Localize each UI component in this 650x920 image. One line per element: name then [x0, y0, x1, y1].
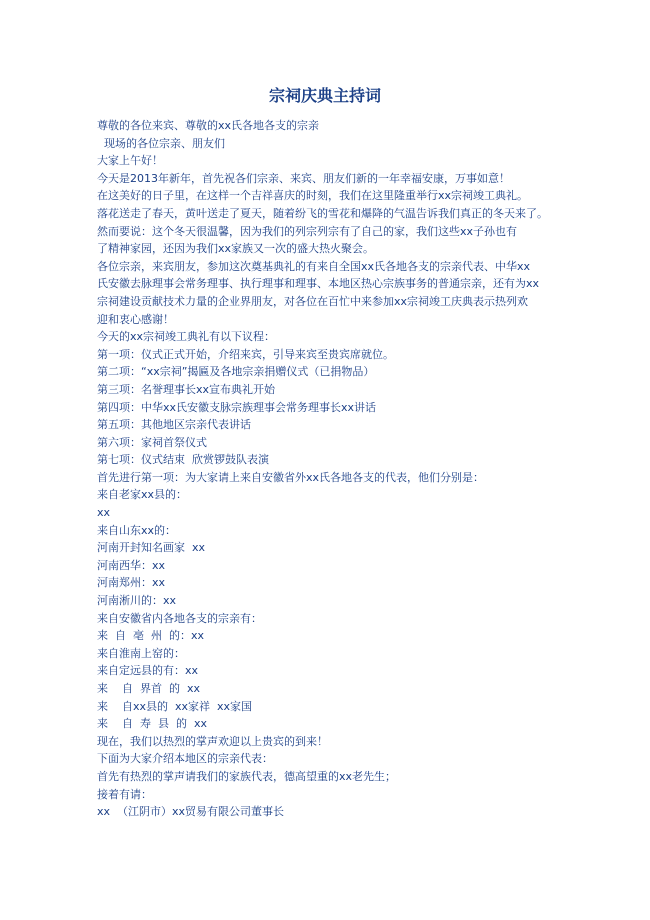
- text-line: 河南西华：xx: [97, 558, 166, 572]
- text-line: 今天是2013年新年，首先祝各们宗亲、来宾、朋友们新的一年幸福安康，万事如意！: [97, 171, 510, 185]
- document-title: 宗祠庆典主持词: [268, 86, 381, 105]
- text-line: 下面为大家介绍本地区的宗亲代表：: [97, 752, 273, 766]
- text-line: 现在，我们以热烈的掌声欢迎以上贵宾的到来！: [97, 734, 328, 748]
- text-line: 氏安徽去脉理事会常务理事、执行理事和理事、本地区热心宗族事务的普通宗亲，还有为xx: [97, 277, 540, 291]
- text-line: 来自定远县的有：xx: [97, 664, 199, 678]
- text-line: xx （江阴市）xx贸易有限公司董事长: [97, 805, 285, 819]
- text-line: 第七项：仪式结束 欣赏锣鼓队表演: [97, 453, 269, 467]
- text-line: 宗祠建设贡献技术力量的企业界朋友，对各位在百忙中来参加xx宗祠竣工庆典表示热列欢: [97, 294, 529, 308]
- text-line: 现场的各位宗亲、朋友们: [97, 136, 225, 150]
- text-line: 首先有热烈的掌声请我们的家族代表，德高望重的xx老先生；: [97, 769, 397, 783]
- text-line: 迎和衷心感谢！: [97, 312, 174, 326]
- text-line: 第一项：仪式正式开始，介绍来宾，引导来宾至贵宾席就位。: [97, 347, 394, 361]
- text-line: 大家上午好！: [97, 154, 163, 168]
- text-line: 第六项：家祠首祭仪式: [97, 435, 207, 449]
- text-line: 来 自 亳 州 的：xx: [97, 629, 204, 643]
- text-line: 来 自 寿 县 的 xx: [97, 717, 207, 731]
- text-line: 首先进行第一项：为大家请上来自安徽省外xx氏各地各支的代表，他们分别是：: [97, 470, 485, 484]
- text-line: 来 自xx县的 xx家祥 xx家国: [97, 699, 253, 713]
- text-line: 了精神家园，还因为我们xx家族又一次的盛大热火聚会。: [97, 242, 375, 256]
- text-line: 河南开封知名画家 xx: [97, 541, 206, 555]
- text-line: 来自山东xx的：: [97, 523, 177, 537]
- text-line: 各位宗亲，来宾朋友，参加这次奠基典礼的有来自全国xx氏各地各支的宗亲代表、中华xx: [97, 259, 531, 273]
- text-line: 来自安徽省内各地各支的宗亲有：: [97, 611, 262, 625]
- text-line: 第二项：“xx宗祠”揭匾及各地宗亲捐赠仪式（已捐物品）: [97, 365, 375, 379]
- text-line: 河南郑州：xx: [97, 576, 166, 590]
- text-line: 在这美好的日子里，在这样一个吉祥喜庆的时刻，我们在这里隆重举行xx宗祠竣工典礼。: [97, 189, 529, 203]
- text-line: 来 自 界首 的 xx: [97, 682, 200, 695]
- text-line: 第三项：名誉理事长xx宣布典礼开始: [97, 382, 276, 396]
- document-body: [97, 117, 567, 821]
- text-line: 第五项：其他地区宗亲代表讲话: [97, 418, 251, 432]
- text-line: 来自老家xx县的：: [97, 488, 188, 502]
- text-line: 来自淮南上窑的：: [97, 646, 185, 660]
- text-line: 第四项：中华xx氏安徽支脉宗族理事会常务理事长xx讲话: [97, 400, 377, 414]
- text-line: 然而要说：这个冬天很温馨，因为我们的列宗列宗有了自己的家，我们这些xx子孙也有: [97, 224, 518, 238]
- text-line: 尊敬的各位来宾、尊敬的xx氏各地各支的宗亲: [97, 119, 320, 132]
- text-line: 河南淅川的：xx: [97, 594, 177, 608]
- text-line: 接着有请：: [97, 787, 152, 801]
- text-line: 落花送走了春天，黄叶送走了夏天，随着纷飞的雪花和爆降的气温告诉我们真正的冬天来了。: [97, 206, 548, 220]
- text-line: xx: [97, 506, 111, 520]
- text-line: 今天的xx宗祠竣工典礼有以下议程：: [97, 330, 276, 344]
